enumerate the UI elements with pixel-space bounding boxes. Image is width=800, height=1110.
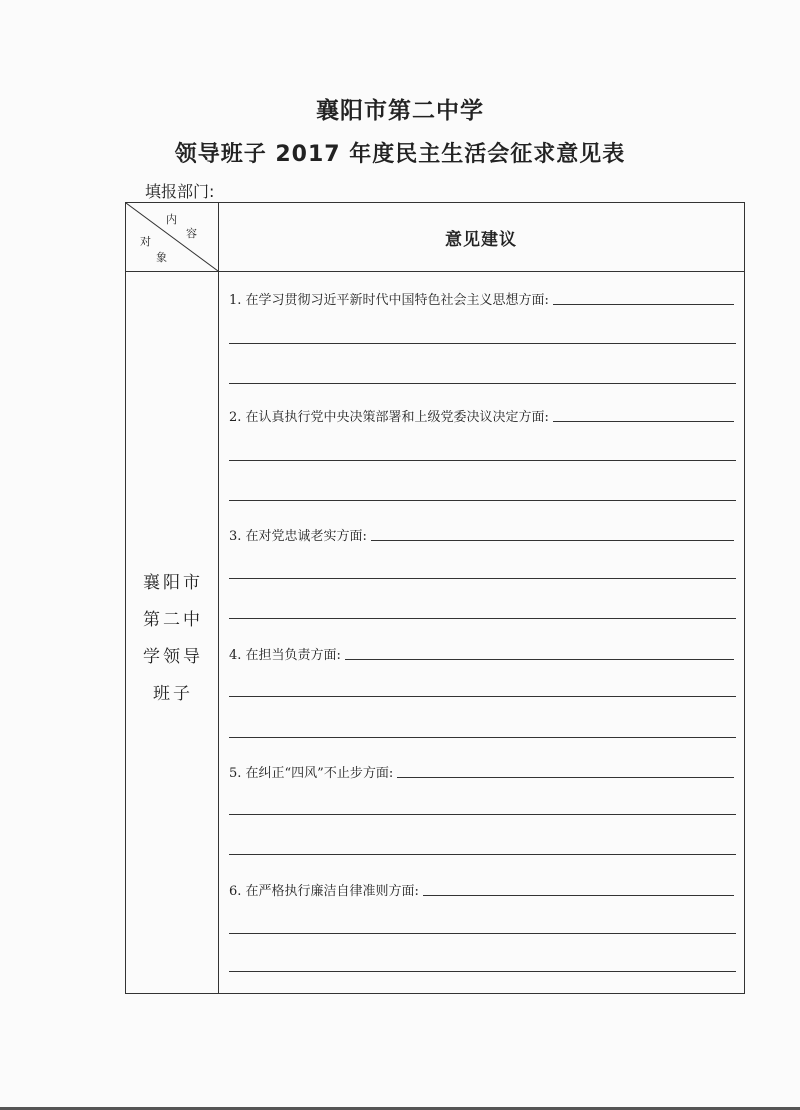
corner-label-object-2: 象 bbox=[156, 251, 167, 264]
answer-line[interactable] bbox=[229, 343, 736, 344]
item-label: 2. 在认真执行党中央决策部署和上级党委决议决定方面: bbox=[229, 410, 549, 425]
subject-line: 学领导 bbox=[143, 647, 203, 667]
item-5 bbox=[229, 762, 734, 781]
opinion-table bbox=[125, 202, 745, 994]
answer-blank[interactable] bbox=[397, 777, 734, 778]
subject-line: 襄阳市 bbox=[143, 573, 203, 593]
item-4 bbox=[229, 644, 734, 663]
answer-line[interactable] bbox=[229, 460, 736, 461]
opinion-header: 意见建议 bbox=[445, 229, 517, 250]
answer-blank[interactable] bbox=[345, 659, 734, 660]
answer-line[interactable] bbox=[229, 971, 736, 972]
item-6 bbox=[229, 880, 734, 899]
subject-line: 第二中 bbox=[143, 610, 203, 630]
dept-label: 填报部门: bbox=[145, 182, 215, 201]
corner-label-content-1: 内 bbox=[166, 213, 177, 226]
subject-label bbox=[140, 565, 206, 713]
answer-blank[interactable] bbox=[371, 540, 734, 541]
item-1 bbox=[229, 289, 734, 308]
answer-line[interactable] bbox=[229, 578, 736, 579]
answer-line[interactable] bbox=[229, 618, 736, 619]
answer-line[interactable] bbox=[229, 696, 736, 697]
item-label: 3. 在对党忠诚老实方面: bbox=[229, 529, 367, 544]
item-3 bbox=[229, 525, 734, 544]
answer-line[interactable] bbox=[229, 854, 736, 855]
item-label: 1. 在学习贯彻习近平新时代中国特色社会主义思想方面: bbox=[229, 293, 549, 308]
header-divider bbox=[126, 271, 744, 272]
answer-blank[interactable] bbox=[423, 895, 734, 896]
document-title: 襄阳市第二中学 bbox=[316, 98, 484, 124]
answer-blank[interactable] bbox=[553, 421, 734, 422]
document-subtitle: 领导班子 2017 年度民主生活会征求意见表 bbox=[174, 142, 626, 167]
answer-line[interactable] bbox=[229, 814, 736, 815]
subject-line: 班子 bbox=[153, 684, 193, 704]
corner-label-object-1: 对 bbox=[140, 235, 151, 248]
item-label: 4. 在担当负责方面: bbox=[229, 648, 341, 663]
answer-line[interactable] bbox=[229, 383, 736, 384]
item-label: 6. 在严格执行廉洁自律准则方面: bbox=[229, 884, 419, 899]
corner-label-content-2: 容 bbox=[186, 227, 197, 240]
column-divider bbox=[218, 203, 219, 993]
answer-blank[interactable] bbox=[553, 304, 734, 305]
answer-line[interactable] bbox=[229, 500, 736, 501]
answer-line[interactable] bbox=[229, 737, 736, 738]
item-label: 5. 在纠正“四风”不止步方面: bbox=[229, 766, 394, 781]
item-2 bbox=[229, 406, 734, 425]
answer-line[interactable] bbox=[229, 933, 736, 934]
